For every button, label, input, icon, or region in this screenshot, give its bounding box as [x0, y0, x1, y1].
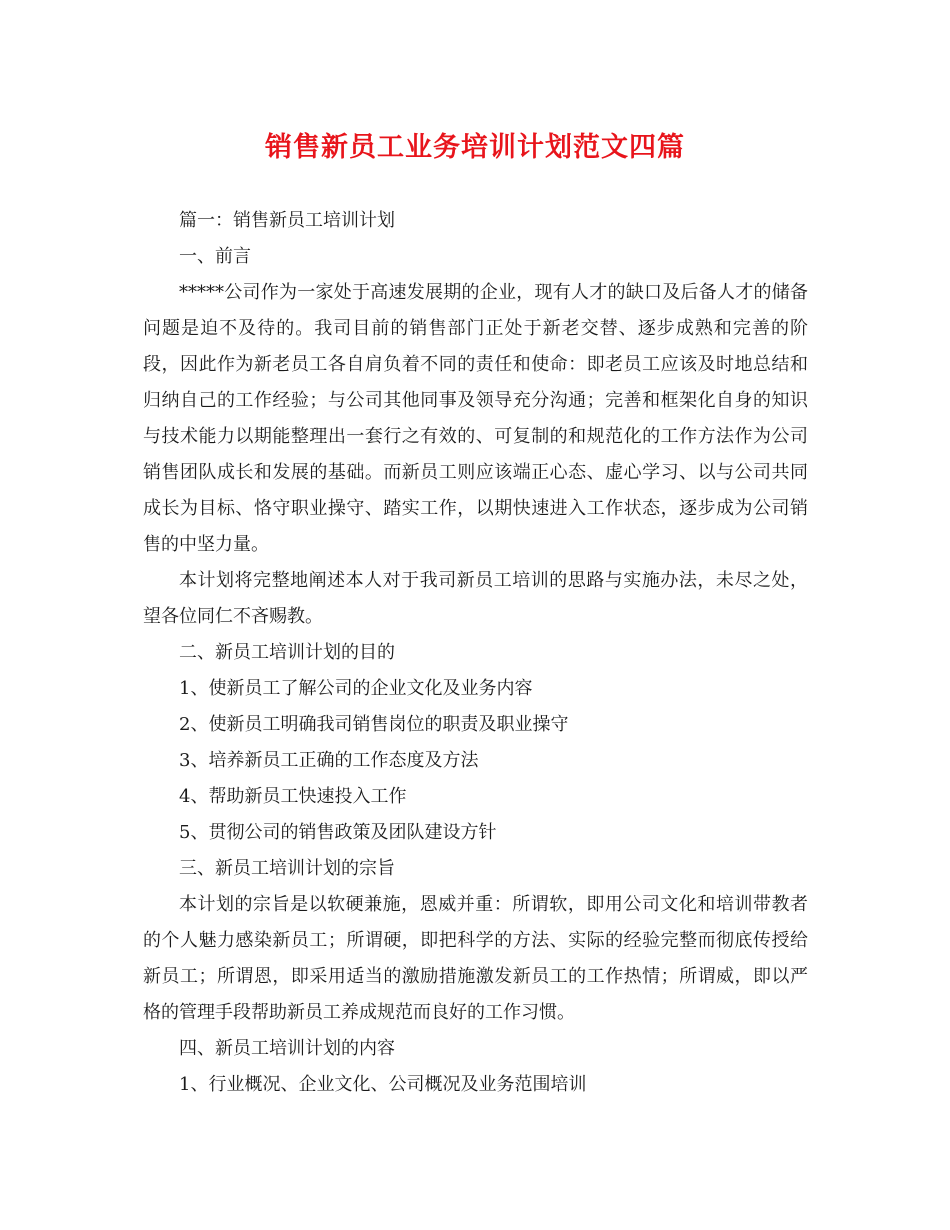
- document-title: 销售新员工业务培训计划范文四篇: [265, 132, 685, 163]
- list-item-content-1: 1、行业概况、企业文化、公司概况及业务范围培训: [179, 1074, 587, 1095]
- section-heading-content: 四、新员工培训计划的内容: [179, 1038, 395, 1059]
- section-heading-part-one: 篇一：销售新员工培训计划: [179, 210, 395, 231]
- list-item-purpose-3: 3、培养新员工正确的工作态度及方法: [179, 750, 479, 771]
- document-body: [143, 203, 808, 1103]
- section-heading-tenet: 三、新员工培训计划的宗旨: [179, 858, 395, 879]
- paragraph-plan-intro: 本计划将完整地阐述本人对于我司新员工培训的思路与实施办法，未尽之处，望各位同仁不吝赐教。: [143, 570, 808, 627]
- list-item-purpose-5: 5、贯彻公司的销售政策及团队建设方针: [179, 822, 497, 843]
- list-item-purpose-2: 2、使新员工明确我司销售岗位的职责及职业操守: [179, 714, 569, 735]
- paragraph-tenet-body: 本计划的宗旨是以软硬兼施，恩威并重：所谓软，即用公司文化和培训带教者的个人魅力感染新员工；所谓硬，即把科学的方法、实际的经验完整而彻底传授给新员工；所谓恩，即采用适当的激励措施激发新员工的工作热情；所谓威，即以严格的管理手段帮助新员工养成规范而良好的工作习惯。: [143, 894, 808, 1023]
- paragraph-preface-body: *****公司作为一家处于高速发展期的企业，现有人才的缺口及后备人才的储备问题是迫不及待的。我司目前的销售部门正处于新老交替、逐步成熟和完善的阶段，因此作为新老员工各自肩负着不同的责任和使命：即老员工应该及时地总结和归纳自己的工作经验；与公司其他同事及领导充分沟通；完善和框架化自身的知识与技术能力以期能整理出一套行之有效的、可复制的和规范化的工作方法作为公司销售团队成长和发展的基础。而新员工则应该端正心态、虚心学习、以与公司共同成长为目标、恪守职业操守、踏实工作，以期快速进入工作状态，逐步成为公司销售的中坚力量。: [143, 282, 808, 555]
- section-heading-purpose: 二、新员工培训计划的目的: [179, 642, 395, 663]
- section-heading-preface: 一、前言: [179, 246, 251, 267]
- list-item-purpose-1: 1、使新员工了解公司的企业文化及业务内容: [179, 678, 533, 699]
- list-item-purpose-4: 4、帮助新员工快速投入工作: [179, 786, 407, 807]
